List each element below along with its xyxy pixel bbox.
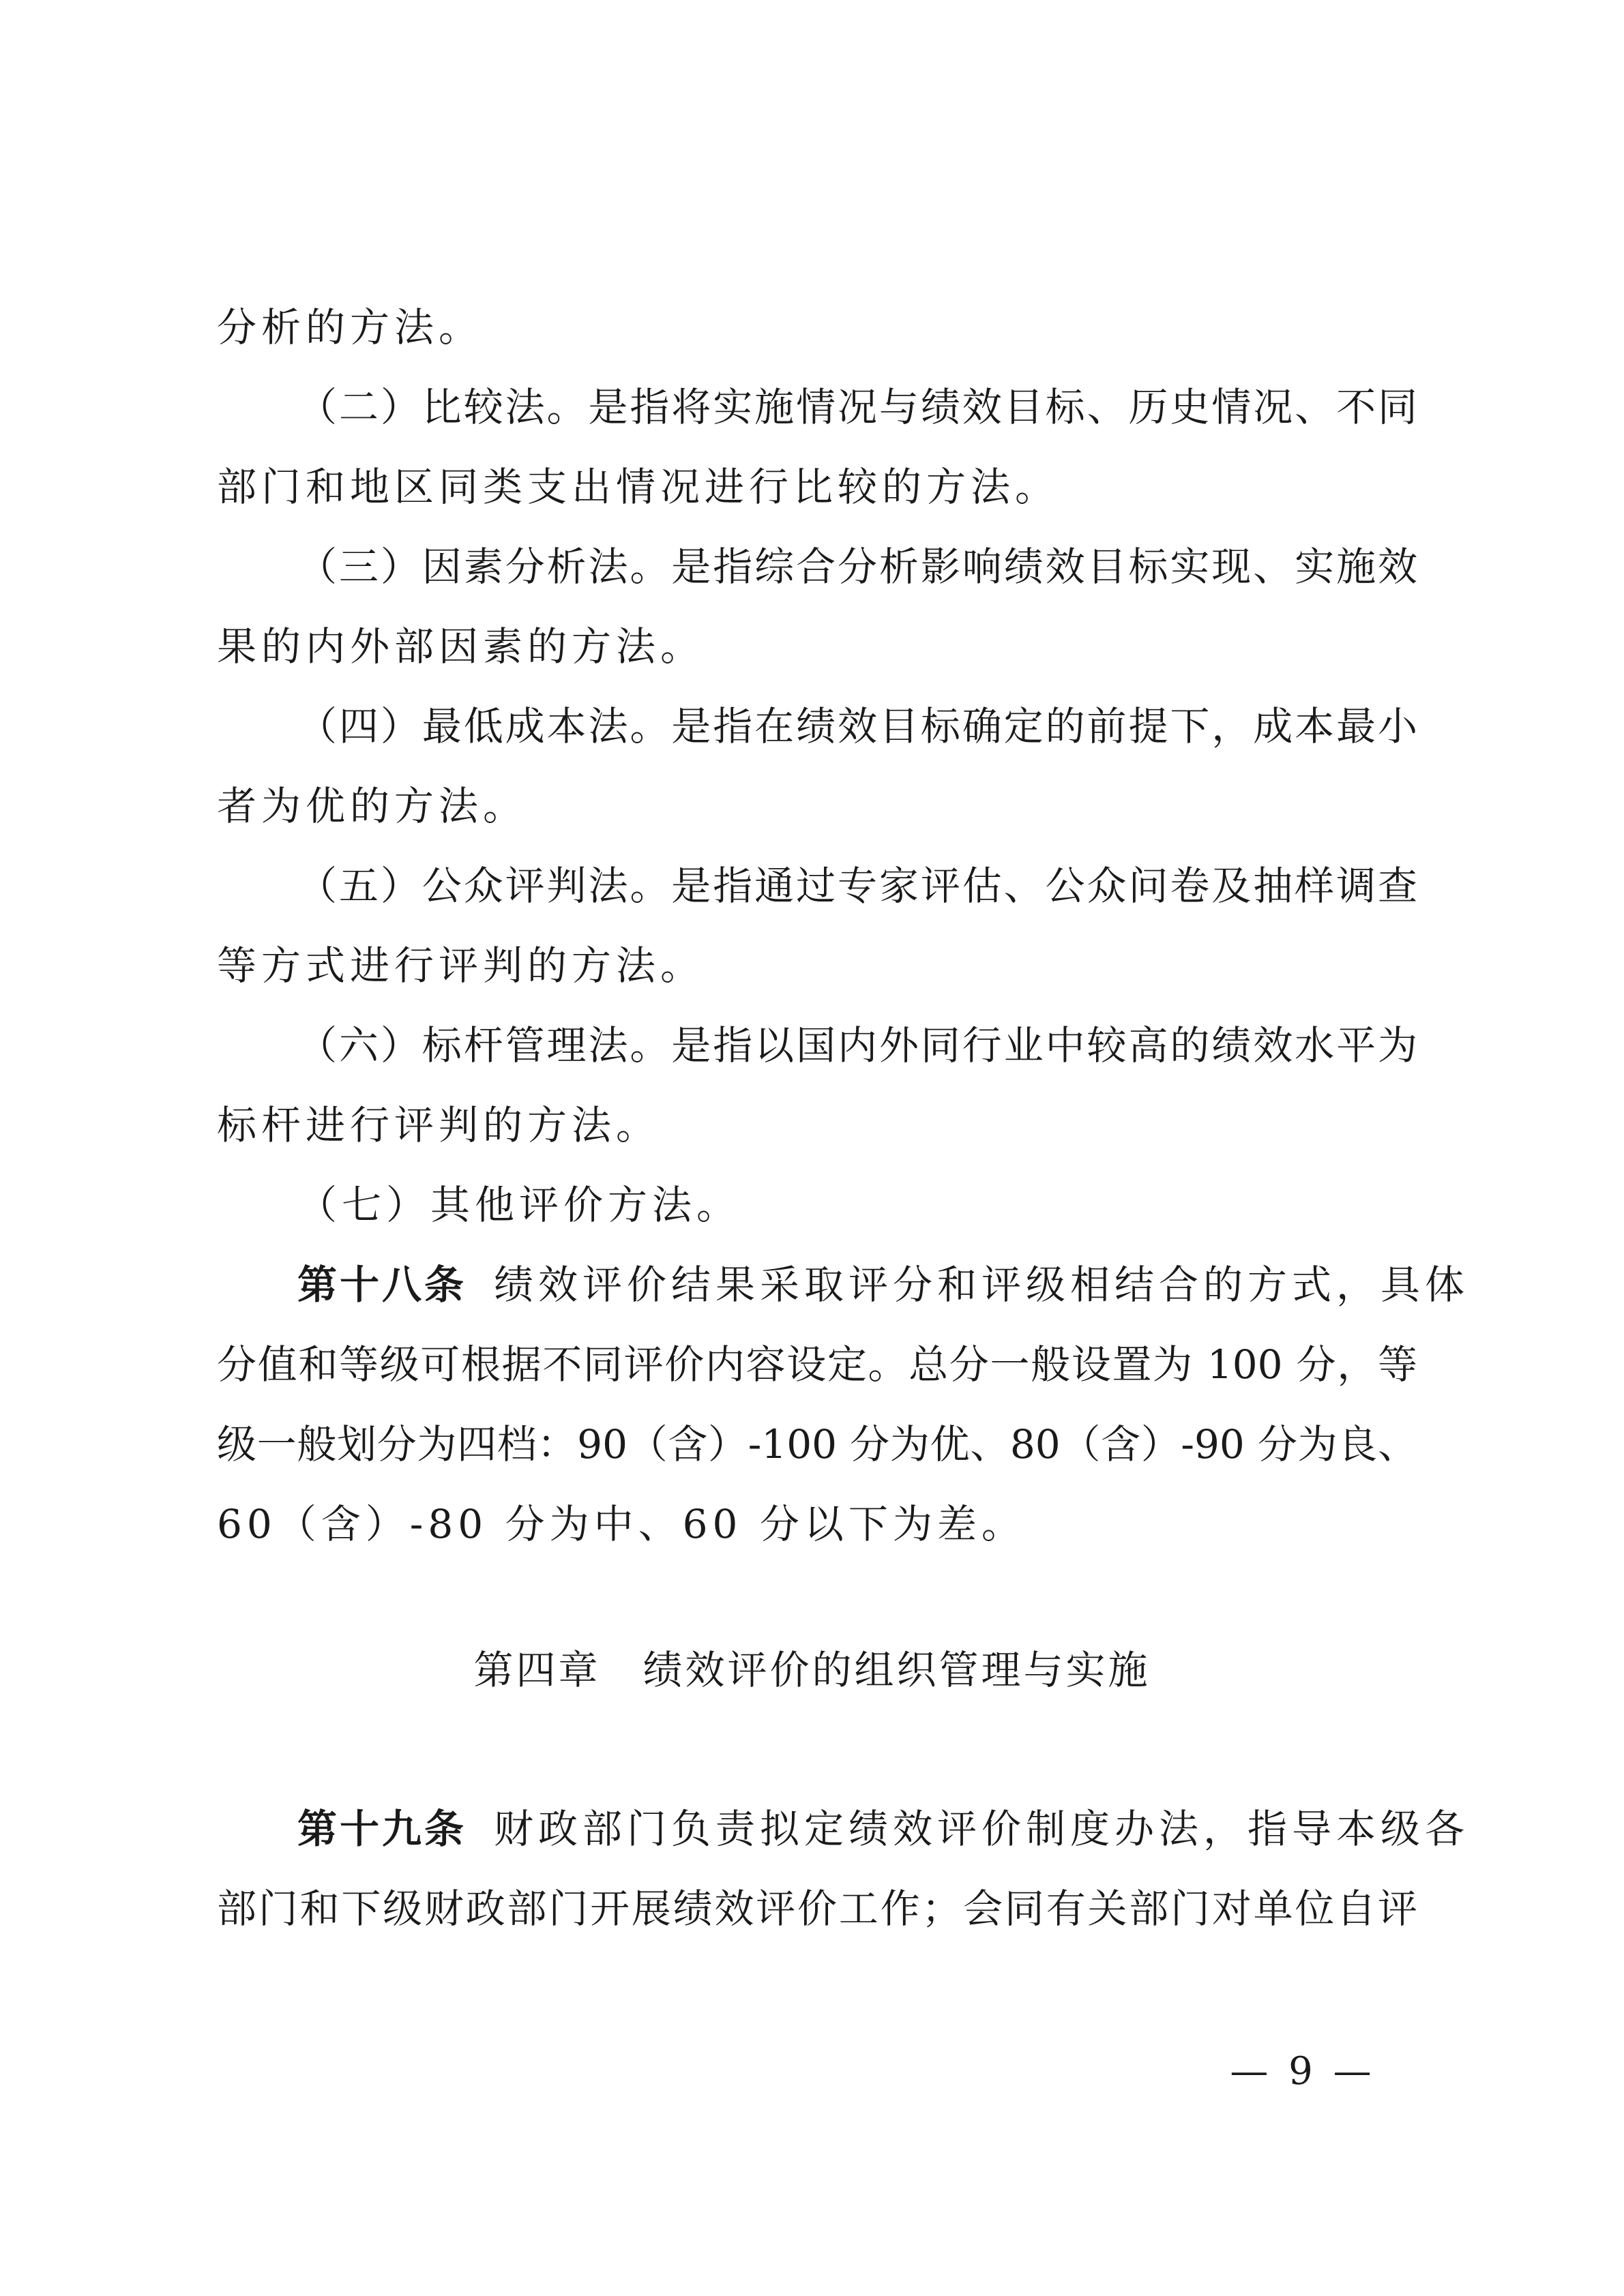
paragraph-line: 果的内外部因素的方法。 (217, 623, 705, 670)
method-benchmark-line: （六）标杆管理法。是指以国内外同行业中较高的绩效水平为 (297, 1022, 1417, 1069)
paragraph-line: 标杆进行评判的方法。 (217, 1102, 661, 1148)
paragraph-line: 部门和地区同类支出情况进行比较的方法。 (217, 464, 1060, 510)
article-18-text: 绩效评价结果采取评分和评级相结合的方式，具体 (494, 1262, 1470, 1308)
article-18-title: 第十八条 (297, 1262, 467, 1308)
method-lowest-cost-line: （四）最低成本法。是指在绩效目标确定的前提下，成本最小 (297, 703, 1417, 749)
chapter-heading: 第四章 绩效评价的组织管理与实施 (473, 1647, 1151, 1693)
article-19-title: 第十九条 (297, 1806, 467, 1852)
paragraph-line: 等方式进行评判的方法。 (217, 942, 705, 989)
method-other-line: （七）其他评价方法。 (297, 1182, 741, 1228)
method-public-evaluation-line: （五）公众评判法。是指通过专家评估、公众问卷及抽样调查 (297, 863, 1417, 909)
article-18-line: 分值和等级可根据不同评价内容设定。总分一般设置为 100 分，等 (217, 1341, 1417, 1388)
article-18-line: 级一般划分为四档：90（含）-100 分为优、80（含）-90 分为良、 (217, 1421, 1417, 1467)
method-factor-analysis-line: （三）因素分析法。是指综合分析影响绩效目标实现、实施效 (297, 543, 1417, 590)
method-comparison-line: （二）比较法。是指将实施情况与绩效目标、历史情况、不同 (297, 384, 1417, 430)
article-19-first-line (297, 1802, 1470, 1856)
article-18-line: 60（含）-80 分为中、60 分以下为差。 (217, 1501, 1026, 1547)
article-19-line: 部门和下级财政部门开展绩效评价工作；会同有关部门对单位自评 (217, 1885, 1417, 1932)
article-19-text: 财政部门负责拟定绩效评价制度办法，指导本级各 (494, 1806, 1470, 1852)
page-number: — 9 — (1230, 2049, 1376, 2093)
article-18-first-line (297, 1257, 1470, 1312)
paragraph-line: 者为优的方法。 (217, 783, 528, 829)
paragraph-line: 分析的方法。 (217, 304, 484, 351)
